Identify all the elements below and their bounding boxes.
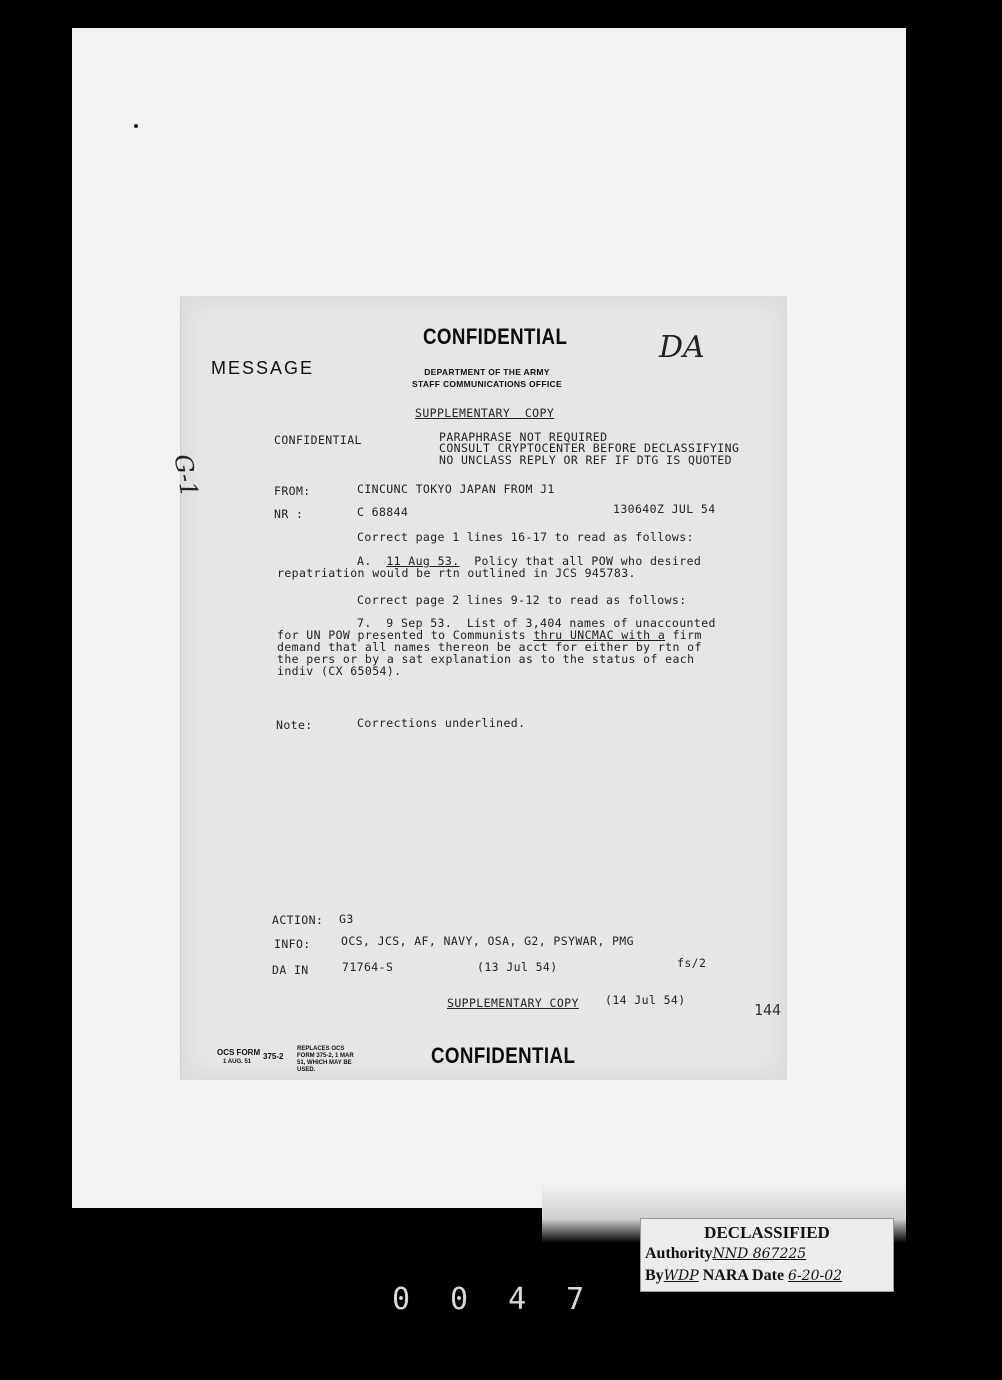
info-value: OCS, JCS, AF, NAVY, OSA, G2, PSYWAR, PMG: [341, 934, 634, 948]
declassification-stamp: [640, 1218, 894, 1292]
from-label: FROM:: [274, 484, 311, 498]
paragraph-7-line-1: 7. 9 Sep 53. List of 3,404 names of unaccounted: [357, 616, 716, 630]
da-in-value: 71764-S: [342, 960, 394, 974]
da-in-date: (13 Jul 54): [477, 960, 558, 974]
handling-line-2: CONSULT CRYPTOCENTER BEFORE DECLASSIFYING: [439, 441, 740, 455]
authority-row: [645, 1245, 806, 1263]
replaces-notice: REPLACES OCS FORM 375-2, 1 MAR 51, WHICH MAY BE USED.: [297, 1046, 354, 1073]
date-value: 6-20-02: [788, 1268, 843, 1284]
ocs-form-date: 1 AUG. 51: [223, 1059, 252, 1065]
page-number: 144: [754, 1001, 782, 1019]
note-label: Note:: [276, 718, 313, 732]
handling-classification: CONFIDENTIAL: [274, 433, 362, 447]
ocs-form-label: OCS FORM: [217, 1048, 261, 1057]
paragraph-7-line-5: indiv (CX 65054).: [277, 664, 402, 678]
paragraph-7-line-4: the pers or by a sat explanation as to the status of each: [277, 652, 695, 666]
supplementary-copy-date: (14 Jul 54): [605, 993, 686, 1007]
ocs-form-number: 375-2: [263, 1052, 284, 1061]
authority-label: Authority: [645, 1245, 713, 1262]
paragraph-7-underlined: thru UNCMAC with a: [533, 628, 666, 642]
department-name: DEPARTMENT OF THE ARMY: [424, 367, 550, 377]
handling-line-3: NO UNCLASS REPLY OR REF IF DTG IS QUOTED: [439, 453, 732, 467]
handwritten-initials: DA: [659, 330, 705, 365]
action-label: ACTION:: [272, 913, 324, 927]
by-value: WDP: [663, 1268, 699, 1284]
supplementary-copy-footer: SUPPLEMENTARY COPY: [447, 996, 579, 1010]
paragraph-7-text-b: firm: [665, 628, 702, 642]
supplementary-copy-header: SUPPLEMENTARY COPY: [415, 406, 555, 420]
handling-line-1: PARAPHRASE NOT REQUIRED: [439, 430, 608, 444]
by-label: By: [645, 1267, 664, 1284]
nr-label: NR :: [274, 507, 304, 521]
file-suffix: fs/2: [677, 956, 707, 970]
action-value: G3: [339, 912, 354, 926]
margin-note: G-1: [168, 452, 204, 500]
note-text: Corrections underlined.: [357, 716, 526, 730]
nara-date-label: NARA Date: [702, 1267, 785, 1284]
nr-value: C 68844: [357, 505, 409, 519]
microfilm-frame-number: 0047: [392, 1282, 625, 1317]
declassified-title: DECLASSIFIED: [704, 1223, 830, 1242]
paragraph-a-date: 11 Aug 53.: [386, 554, 460, 568]
office-name: STAFF COMMUNICATIONS OFFICE: [412, 379, 562, 389]
paragraph-7-text-a: for UN POW presented to Communists: [277, 628, 534, 642]
by-row: [645, 1267, 842, 1285]
authority-value: NND 867225: [712, 1246, 807, 1262]
paragraph-a-line-2: repatriation would be rtn outlined in JCS 945783.: [277, 566, 636, 580]
date-time-group: 130640Z JUL 54: [613, 502, 716, 516]
classification-bottom: CONFIDENTIAL: [431, 1043, 576, 1068]
correction-instruction-1: Correct page 1 lines 16-17 to read as follows:: [357, 530, 694, 544]
form-type-label: MESSAGE: [211, 358, 315, 378]
paragraph-a-text: Policy that all POW who desired: [474, 554, 702, 568]
paragraph-7-line-3: demand that all names thereon be acct for either by rtn of: [277, 640, 702, 654]
da-in-label: DA IN: [272, 963, 309, 977]
speck: [134, 124, 138, 128]
classification-top: CONFIDENTIAL: [423, 324, 568, 349]
message-form: [180, 296, 787, 1080]
from-value: CINCUNC TOKYO JAPAN FROM J1: [357, 482, 555, 496]
info-label: INFO:: [274, 937, 311, 951]
paragraph-a-prefix: A.: [357, 554, 372, 568]
correction-instruction-2: Correct page 2 lines 9-12 to read as follows:: [357, 593, 687, 607]
